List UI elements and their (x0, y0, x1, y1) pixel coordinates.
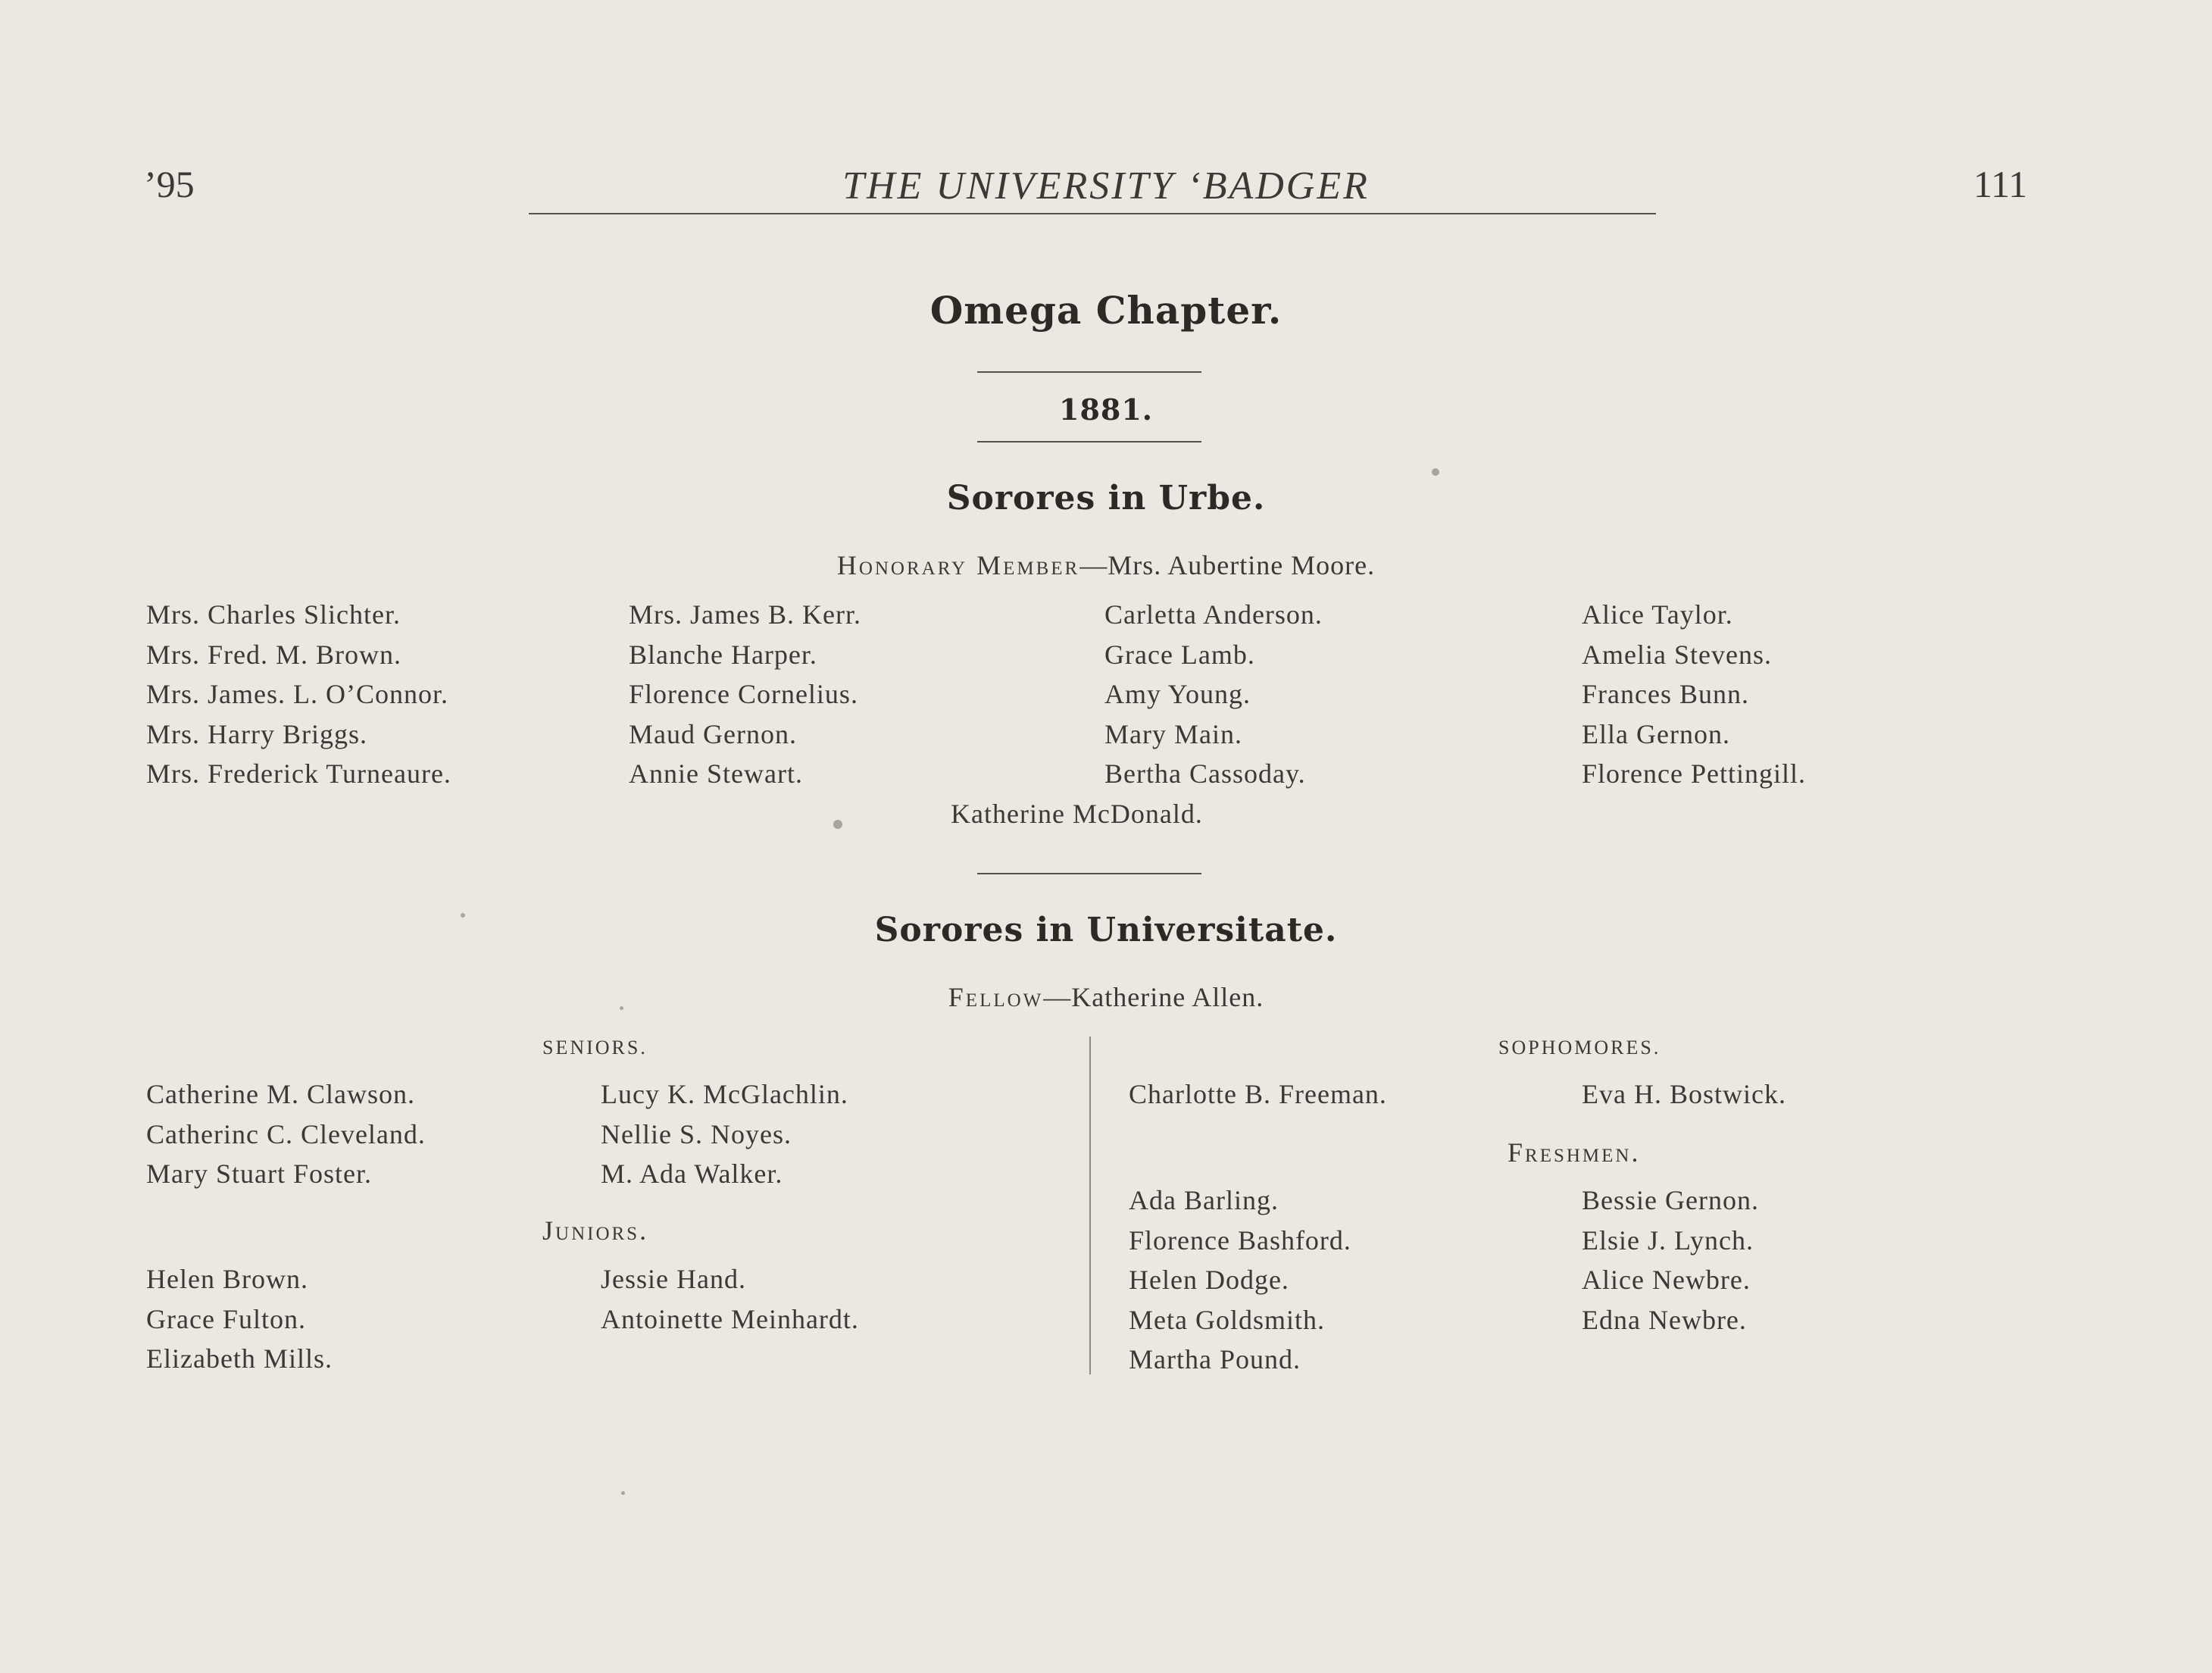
freshmen-left-column (1129, 1180, 1351, 1380)
honorary-label: Honorary Member (836, 550, 1080, 580)
juniors-right-column (601, 1259, 859, 1339)
fellow-line (0, 977, 2212, 1018)
list-item: Ella Gernon. (1582, 718, 1730, 749)
list-item: Helen Brown. (146, 1264, 308, 1294)
list-item: Alice Newbre. (1582, 1265, 1751, 1295)
urbe-heading: Sorores in Urbe. (946, 479, 1266, 518)
list-item: Edna Newbre. (1582, 1304, 1747, 1335)
list-item: Charlotte B. Freeman. (1129, 1079, 1387, 1109)
urbe-column-2 (629, 595, 861, 794)
list-item: Alice Taylor. (1582, 599, 1733, 630)
urbe-column-4 (1582, 595, 1806, 794)
paper-speck (833, 820, 842, 829)
list-item: Annie Stewart. (629, 758, 803, 789)
freshmen-right-column (1582, 1180, 1759, 1340)
list-item: Mrs. Harry Briggs. (146, 718, 367, 749)
divider-rule-3 (977, 873, 1201, 874)
seniors-left-column (146, 1074, 426, 1194)
paper-speck (1432, 468, 1439, 476)
universitate-heading: Sorores in Universitate. (874, 911, 1338, 949)
seniors-right-column (601, 1074, 848, 1194)
list-item: Mary Stuart Foster. (146, 1159, 372, 1189)
list-item: Antoinette Meinhardt. (601, 1303, 859, 1334)
urbe-column-3 (1104, 595, 1323, 794)
list-item: Frances Bunn. (1582, 679, 1749, 709)
list-item: Meta Goldsmith. (1129, 1304, 1325, 1335)
page-number: 111 (1973, 163, 2028, 205)
list-item: Catherine M. Clawson. (146, 1079, 415, 1109)
list-item: Elizabeth Mills. (146, 1343, 333, 1374)
list-item: Eva H. Bostwick. (1582, 1079, 1786, 1109)
fellow-label: Fellow (948, 982, 1044, 1012)
list-item: Florence Bashford. (1129, 1224, 1351, 1256)
list-item: Blanche Harper. (629, 639, 817, 670)
list-item: M. Ada Walker. (601, 1159, 783, 1189)
list-item: Elsie J. Lynch. (1582, 1224, 1754, 1256)
urbe-last-name: Katherine McDonald. (951, 799, 1203, 829)
list-item: Ada Barling. (1129, 1185, 1279, 1215)
list-item: Jessie Hand. (601, 1264, 746, 1294)
list-item: Florence Pettingill. (1582, 758, 1806, 789)
list-item: Grace Fulton. (146, 1303, 306, 1334)
list-item: Mrs. James. L. O’Connor. (146, 679, 448, 709)
chapter-title: Omega Chapter. (929, 288, 1283, 333)
sophomores-right-column (1582, 1074, 1786, 1115)
list-item: Grace Lamb. (1104, 639, 1255, 670)
freshmen-label: Freshmen. (1507, 1137, 1641, 1168)
list-item: Mrs. Fred. M. Brown. (146, 639, 402, 670)
list-item: Mrs. Charles Slichter. (146, 599, 401, 630)
column-divider (1089, 1037, 1091, 1374)
divider-rule-2 (977, 441, 1201, 442)
seniors-label: SENIORS. (542, 1037, 648, 1059)
list-item: Lucy K. McGlachlin. (601, 1079, 848, 1109)
paper-speck (620, 1006, 623, 1010)
honorary-name: —Mrs. Aubertine Moore. (1079, 550, 1376, 580)
list-item: Carletta Anderson. (1104, 599, 1323, 630)
list-item: Amy Young. (1104, 679, 1251, 709)
list-item: Bertha Cassoday. (1104, 758, 1306, 789)
paper-speck (621, 1491, 625, 1495)
divider-rule-1 (977, 371, 1201, 373)
list-item: Bessie Gernon. (1582, 1185, 1759, 1215)
paper-speck (461, 913, 465, 918)
list-item: Helen Dodge. (1129, 1265, 1289, 1295)
list-item: Florence Cornelius. (629, 679, 858, 709)
header-rule (529, 213, 1656, 214)
urbe-column-1 (146, 595, 451, 794)
list-item: Mrs. James B. Kerr. (629, 599, 861, 630)
list-item: Mary Main. (1104, 718, 1242, 749)
header-left-year: ’95 (144, 163, 195, 205)
sophomores-label: SOPHOMORES. (1498, 1037, 1661, 1059)
list-item: Mrs. Frederick Turneaure. (146, 758, 451, 789)
list-item: Nellie S. Noyes. (601, 1118, 792, 1149)
juniors-left-column (146, 1259, 333, 1379)
honorary-member-line (0, 546, 2212, 586)
chapter-year: 1881. (1059, 392, 1153, 427)
list-item: Martha Pound. (1129, 1344, 1301, 1374)
list-item: Catherinc C. Cleveland. (146, 1118, 426, 1149)
list-item: Amelia Stevens. (1582, 639, 1772, 670)
list-item: Maud Gernon. (629, 718, 797, 749)
running-title: THE UNIVERSITY ‘BADGER (842, 164, 1370, 208)
juniors-label: Juniors. (542, 1215, 649, 1246)
fellow-name: —Katherine Allen. (1043, 982, 1264, 1012)
sophomores-left-column (1129, 1074, 1387, 1115)
